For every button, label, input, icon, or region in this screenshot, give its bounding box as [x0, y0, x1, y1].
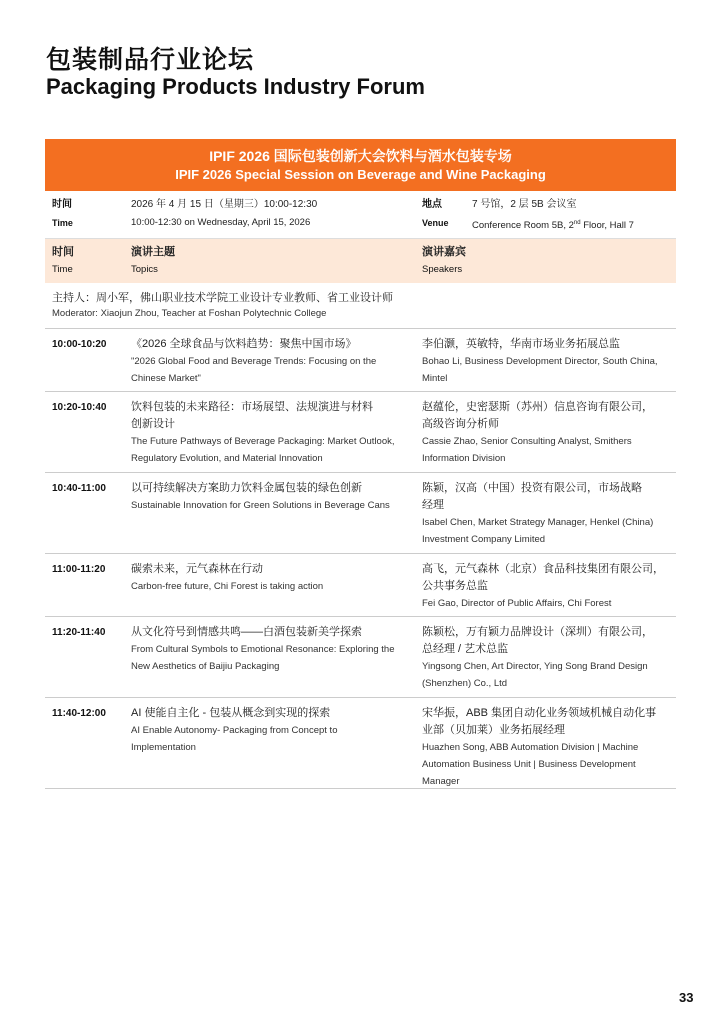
- session-topic: [131, 399, 411, 467]
- moderator-row: [45, 283, 676, 329]
- session-topic: [131, 561, 411, 595]
- venue-value-cn: 7 号馆，2 层 5B 会议室: [472, 199, 577, 210]
- session-speaker: [422, 336, 674, 387]
- session-topic: [131, 336, 411, 387]
- session-speaker-line: (Shenzhen) Co., Ltd: [422, 678, 508, 689]
- table-row: [45, 698, 676, 789]
- session-topic-line: 以可持续解决方案助力饮料金属包装的绿色创新: [131, 482, 362, 494]
- table-row: [45, 473, 676, 554]
- session-speaker-line: Fei Gao, Director of Public Affairs, Chi Forest: [422, 598, 612, 609]
- session-topic-line: AI 使能自主化 - 包装从概念到实现的探索: [131, 707, 331, 719]
- session-speaker: [422, 399, 674, 467]
- time-value: [131, 196, 317, 232]
- venue-label-cn: 地点: [422, 199, 442, 210]
- time-label-en: Time: [52, 218, 73, 228]
- session-speaker-line: Information Division: [422, 453, 506, 464]
- session-topic-line: Sustainable Innovation for Green Solutions in Beverage Cans: [131, 500, 390, 511]
- session-topic-line: New Aesthetics of Baijiu Packaging: [131, 661, 280, 672]
- session-topic-line: 饮料包装的未来路径：市场展望、法规演进与材料: [131, 401, 373, 413]
- session-speaker-line: 李伯灏，英敏特，华南市场业务拓展总监: [422, 338, 620, 350]
- table-row: [45, 554, 676, 617]
- session-speaker-line: 高飞，元气森林（北京）食品科技集团有限公司，: [422, 563, 664, 575]
- venue-value-en: Conference Room 5B, 2nd Floor, Hall 7: [472, 220, 634, 232]
- session-speaker-line: Yingsong Chen, Art Director, Ying Song Brand Design: [422, 661, 648, 672]
- session-speaker-line: Huazhen Song, ABB Automation Division | Machine: [422, 742, 639, 753]
- session-speaker-line: Investment Company Limited: [422, 534, 546, 545]
- venue-label: [422, 196, 449, 232]
- session-time: 11:40-12:00: [52, 708, 106, 719]
- session-speaker-line: Manager: [422, 776, 460, 787]
- session-speaker-line: 总经理 / 艺术总监: [422, 643, 509, 655]
- session-topic-line: Implementation: [131, 742, 196, 753]
- session-speaker-line: 业部（贝加莱）业务拓展经理: [422, 724, 565, 736]
- time-value-en: 10:00-12:30 on Wednesday, April 15, 2026: [131, 217, 311, 228]
- session-speaker-line: Automation Business Unit | Business Development: [422, 759, 636, 770]
- session-speaker-line: 陈颖，汉高（中国）投资有限公司，市场战略: [422, 482, 642, 494]
- session-speaker-line: Bohao Li, Business Development Director, South China,: [422, 356, 658, 367]
- session-topic-line: "2026 Global Food and Beverage Trends: Focusing on the: [131, 356, 377, 367]
- time-label: [52, 196, 73, 232]
- session-topic: [131, 705, 411, 756]
- session-topic-line: Chinese Market": [131, 373, 201, 384]
- session-speaker: [422, 480, 674, 548]
- agenda-table: [45, 139, 676, 789]
- time-value-cn: 2026 年 4 月 15 日（星期三）10:00-12:30: [131, 199, 318, 210]
- session-topic-line: 碳索未来，元气森林在行动: [131, 563, 263, 575]
- session-speaker-line: Cassie Zhao, Senior Consulting Analyst, Smithers: [422, 436, 632, 447]
- page-number: 33: [679, 990, 694, 1005]
- session-time: 10:20-10:40: [52, 402, 107, 413]
- session-time: 11:00-11:20: [52, 564, 106, 575]
- session-speaker-line: 陈颖松，万有颖力品牌设计（深圳）有限公司，: [422, 626, 653, 638]
- page-title-cn: 包装制品行业论坛: [46, 46, 255, 74]
- session-speaker: [422, 561, 674, 612]
- banner-title-en: IPIF 2026 Special Session on Beverage and Wine Packaging: [175, 167, 546, 182]
- session-time: 10:40-11:00: [52, 483, 106, 494]
- session-speaker-line: 宋华振，ABB 集团自动化业务领域机械自动化事: [422, 707, 657, 719]
- session-topic-line: The Future Pathways of Beverage Packaging: Market Outlook,: [131, 436, 395, 447]
- session-speaker-line: 高级咨询分析师: [422, 418, 499, 430]
- banner-title-cn: IPIF 2026 国际包装创新大会饮料与酒水包装专场: [209, 148, 512, 164]
- session-topic-line: Regulatory Evolution, and Material Innovation: [131, 453, 323, 464]
- moderator-en: Moderator: Xiaojun Zhou, Teacher at Foshan Polytechnic College: [52, 308, 327, 319]
- session-topic-line: From Cultural Symbols to Emotional Resonance: Exploring the: [131, 644, 395, 655]
- session-topic-line: 《2026 全球食品与饮料趋势：聚焦中国市场》: [131, 338, 357, 350]
- session-speaker-line: 赵蕴伦，史密瑟斯（苏州）信息咨询有限公司，: [422, 401, 653, 413]
- venue-label-en: Venue: [422, 218, 449, 228]
- moderator-cn: 主持人：周小军，佛山职业技术学院工业设计专业教师、省工业设计师: [52, 292, 393, 304]
- table-header: [45, 239, 676, 283]
- table-row: [45, 392, 676, 473]
- session-time: 11:20-11:40: [52, 627, 106, 638]
- session-speaker-line: 公共事务总监: [422, 580, 488, 592]
- session-speaker: [422, 624, 674, 692]
- session-time: 10:00-10:20: [52, 339, 107, 350]
- session-banner: [45, 139, 676, 191]
- session-meta: [45, 191, 676, 239]
- session-speaker-line: Mintel: [422, 373, 448, 384]
- session-speaker-line: Isabel Chen, Market Strategy Manager, Henkel (China): [422, 517, 654, 528]
- time-label-cn: 时间: [52, 199, 72, 210]
- session-topic: [131, 624, 411, 675]
- header-topics: 演讲主题 Topics: [131, 246, 175, 275]
- session-speaker: [422, 705, 674, 790]
- table-row: [45, 329, 676, 392]
- table-row: [45, 617, 676, 698]
- session-topic-line: 创新设计: [131, 418, 175, 430]
- header-time: 时间 Time: [52, 246, 74, 275]
- page-title-en: Packaging Products Industry Forum: [46, 74, 425, 99]
- session-topic-line: Carbon-free future, Chi Forest is taking action: [131, 581, 324, 592]
- session-topic-line: 从文化符号到情感共鸣——白酒包装新美学探索: [131, 626, 362, 638]
- header-speakers: 演讲嘉宾 Speakers: [422, 246, 466, 275]
- session-topic-line: AI Enable Autonomy- Packaging from Concept to: [131, 725, 338, 736]
- session-topic: [131, 480, 411, 514]
- session-speaker-line: 经理: [422, 499, 444, 511]
- venue-value: [472, 196, 634, 235]
- session-list: [45, 329, 676, 789]
